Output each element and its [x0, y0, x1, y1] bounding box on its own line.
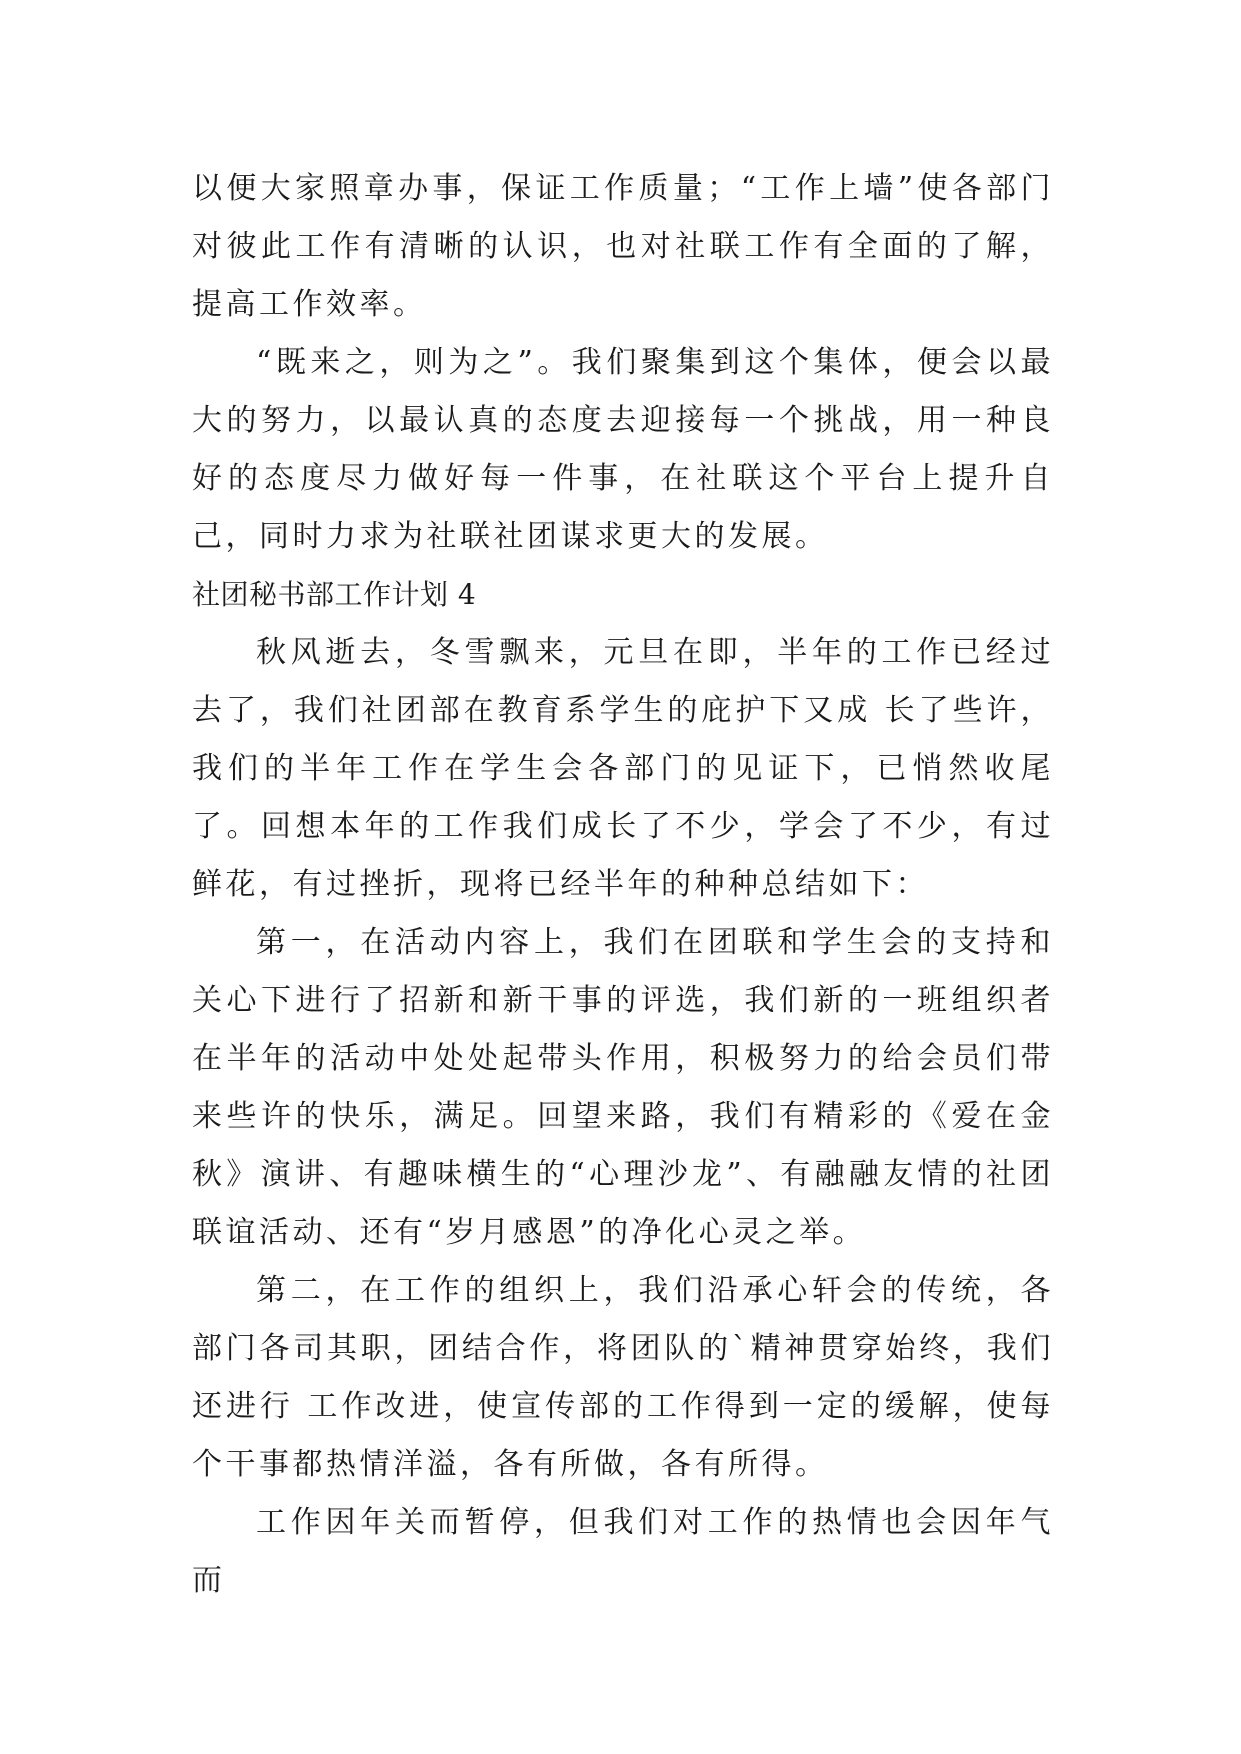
paragraph-5: 第二，在工作的组织上，我们沿承心轩会的传统，各部门各司其职，团结合作，将团队的`精神贯穿始终，我们还进行 工作改进，使宣传部的工作得到一定的缓解，使每个干事都热情洋溢，各有所做，各有所得。 — [192, 1273, 1054, 1482]
paragraph-4: 第一，在活动内容上，我们在团联和学生会的支持和关心下进行了招新和新干事的评选，我们新的一班组织者在半年的活动中处处起带头作用，积极努力的给会员们带来些许的快乐，满足。回望来路，我们有精彩的《爱在金秋》演讲、有趣味横生的“心理沙龙”、有融融友情的社团联谊活动、还有“岁月感恩”的净化心灵之举。 — [192, 925, 1054, 1250]
paragraph-3: 秋风逝去，冬雪飘来，元旦在即，半年的工作已经过去了，我们社团部在教育系学生的庇护下又成 长了些许，我们的半年工作在学生会各部门的见证下，已悄然收尾了。回想本年的工作我们成长了不少，学会了不少，有过鲜花，有过挫折，现将已经半年的种种总结如下： — [192, 635, 1054, 902]
document-body — [192, 160, 1054, 1610]
paragraph-2: “既来之，则为之”。我们聚集到这个集体，便会以最大的努力，以最认真的态度去迎接每一个挑战，用一种良好的态度尽力做好每一件事，在社联这个平台上提升自己，同时力求为社联社团谋求更大的发展。 — [192, 345, 1054, 554]
paragraph-1: 以便大家照章办事，保证工作质量；“工作上墙”使各部门对彼此工作有清晰的认识，也对社联工作有全面的了解，提高工作效率。 — [192, 171, 1054, 322]
section-heading: 社团秘书部工作计划 4 — [192, 578, 477, 611]
paragraph-6: 工作因年关而暂停，但我们对工作的热情也会因年气而 — [192, 1505, 1054, 1598]
